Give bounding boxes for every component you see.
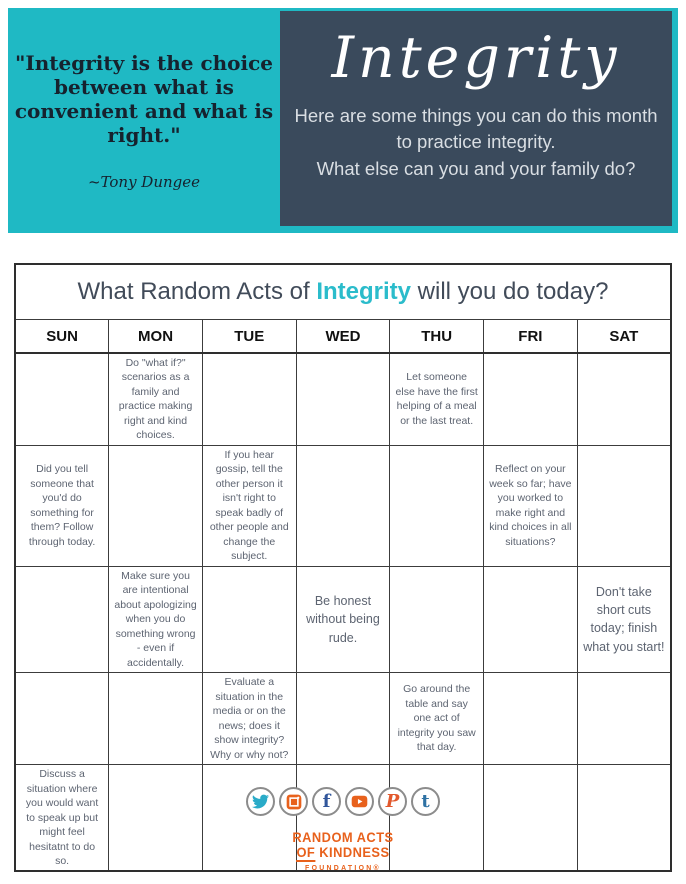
quote-attribution: ~Tony Dungee — [87, 172, 201, 191]
day-header-thu: THU — [390, 320, 484, 354]
social-icons-row — [0, 787, 686, 816]
calendar-cell — [296, 673, 390, 765]
calendar-row — [15, 445, 671, 566]
calendar-cell — [390, 445, 484, 566]
quote-box — [8, 8, 280, 233]
top-banner — [8, 8, 678, 233]
calendar-title-row — [15, 264, 671, 320]
calendar-title — [15, 264, 671, 320]
tumblr-icon[interactable] — [411, 787, 440, 816]
day-header-sat: SAT — [577, 320, 671, 354]
logo-line1: RANDOM ACTS — [292, 829, 394, 845]
calendar-cell — [15, 673, 109, 765]
quote-line: right." — [107, 122, 181, 147]
calendar-cell: Did you tell someone that you'd do something for them? Follow through today. — [15, 445, 109, 566]
calendar-cell — [202, 353, 296, 445]
calendar-cell — [577, 445, 671, 566]
instagram-icon[interactable] — [279, 787, 308, 816]
calendar-head — [15, 264, 671, 353]
banner-subtitle — [280, 103, 672, 182]
rak-logo-text — [292, 830, 393, 872]
day-header-fri: FRI — [484, 320, 578, 354]
calendar-cell — [484, 673, 578, 765]
calendar-cell — [15, 566, 109, 672]
quote-line: between what is — [54, 74, 234, 99]
calendar-row — [15, 566, 671, 672]
facebook-icon[interactable] — [312, 787, 341, 816]
rak-foundation-logo — [0, 830, 686, 875]
calendar-cell — [577, 673, 671, 765]
day-header-sun: SUN — [15, 320, 109, 354]
calendar-cell: Do "what if?" scenarios as a family and practice making right and kind choices. — [109, 353, 203, 445]
day-header-tue: TUE — [202, 320, 296, 354]
calendar-cell: If you hear gossip, tell the other person it isn't right to speak badly of other people and change the subject. — [202, 445, 296, 566]
day-header-wed: WED — [296, 320, 390, 354]
calendar-cell: Be honest without being rude. — [296, 566, 390, 672]
calendar-row — [15, 673, 671, 765]
day-header-mon: MON — [109, 320, 203, 354]
tumblr-glyph: t — [421, 790, 430, 812]
pinterest-glyph: P — [385, 790, 400, 812]
calendar-cell — [109, 445, 203, 566]
quote-line: convenient and what is — [14, 98, 274, 123]
logo-line3: FOUNDATION® — [305, 862, 381, 872]
banner-script-title: Integrity — [331, 25, 621, 91]
calendar-cell — [109, 673, 203, 765]
day-header-row — [15, 320, 671, 354]
calendar-cell — [296, 353, 390, 445]
calendar-table — [14, 263, 672, 872]
calendar-cell: Don't take short cuts today; finish what you start! — [577, 566, 671, 672]
calendar-row — [15, 353, 671, 445]
calendar-cell: Make sure you are intentional about apologizing when you do something wrong - even if accidentally. — [109, 566, 203, 672]
quote-text — [15, 51, 273, 147]
youtube-icon[interactable] — [345, 787, 374, 816]
logo-line2 — [292, 845, 393, 860]
subtitle-line: What else can you and your family do? — [316, 157, 636, 179]
calendar-cell: Go around the table and say one act of integrity you saw that day. — [390, 673, 484, 765]
pinterest-icon[interactable] — [378, 787, 407, 816]
logo-kindness: KINDNESS — [315, 844, 390, 861]
twitter-icon[interactable] — [246, 787, 275, 816]
calendar-title-highlight: Integrity — [316, 278, 411, 305]
calendar-cell: Reflect on your week so far; have you worked to make right and kind choices in all situations? — [484, 445, 578, 566]
calendar-cell — [202, 566, 296, 672]
calendar-title-prefix: What Random Acts of — [77, 278, 317, 305]
calendar-cell: Discuss a situation where you would want to speak up but might feel hesitatnt to do so. — [15, 765, 109, 872]
calendar-cell: Let someone else have the first helping of a meal or the last treat. — [390, 353, 484, 445]
calendar-title-suffix: will you do today? — [411, 278, 609, 305]
calendar-cell: Evaluate a situation in the media or on the news; does it show integrity? Why or why not? — [202, 673, 296, 765]
banner-title-box — [280, 11, 672, 226]
quote-line: "Integrity is the choice — [14, 50, 274, 75]
calendar-cell — [15, 353, 109, 445]
calendar-cell — [484, 566, 578, 672]
calendar-cell — [577, 353, 671, 445]
calendar-cell — [484, 353, 578, 445]
logo-of: OF — [296, 844, 316, 861]
subtitle-line: to practice integrity. — [396, 131, 556, 153]
calendar-cell — [390, 566, 484, 672]
subtitle-line: Here are some things you can do this month — [294, 105, 658, 126]
facebook-glyph: f — [322, 790, 331, 812]
calendar-cell — [296, 445, 390, 566]
